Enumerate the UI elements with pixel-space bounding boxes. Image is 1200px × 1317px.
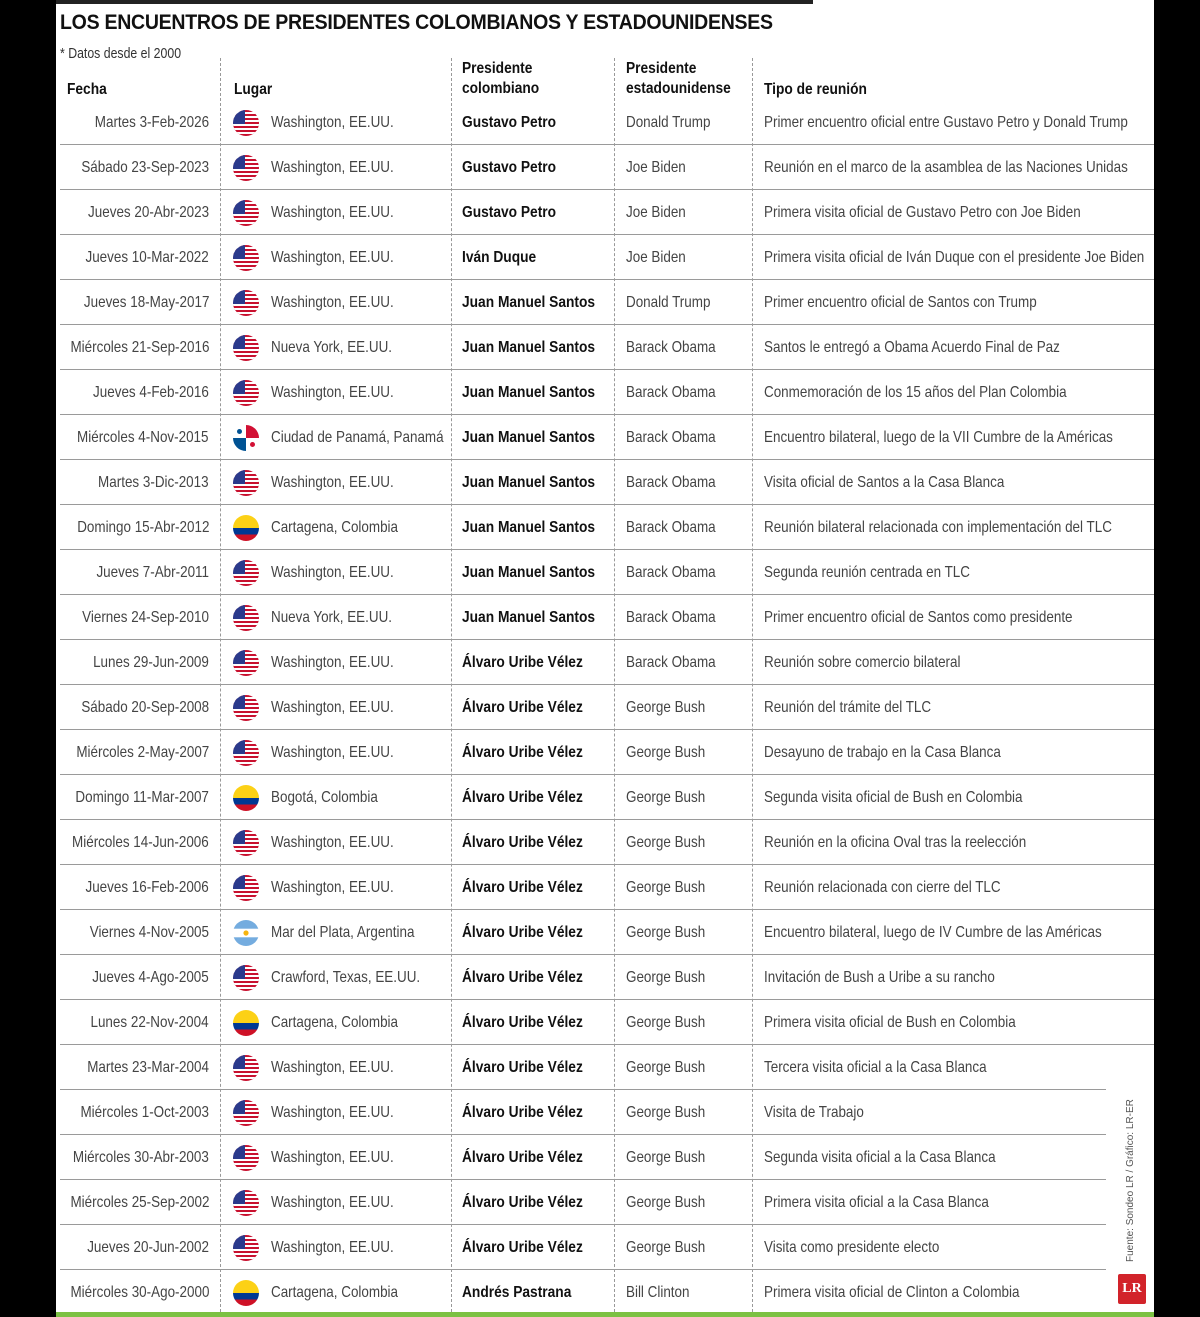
row-date: Miércoles 25-Sep-2002 bbox=[70, 1194, 209, 1211]
row-colombian-president: Juan Manuel Santos bbox=[462, 384, 596, 401]
row-place: Washington, EE.UU. bbox=[271, 1104, 394, 1121]
row-us-president: Donald Trump bbox=[626, 114, 711, 131]
row-us-president: Joe Biden bbox=[626, 159, 686, 176]
row-us-president: Barack Obama bbox=[626, 564, 716, 581]
row-place: Washington, EE.UU. bbox=[271, 204, 394, 221]
table-row bbox=[56, 100, 1154, 145]
title-rule bbox=[56, 0, 813, 4]
table-row bbox=[56, 1180, 1154, 1225]
row-us-president: George Bush bbox=[626, 699, 706, 716]
row-meeting-type: Reunión relacionada con cierre del TLC bbox=[764, 879, 1001, 896]
row-meeting-type: Reunión en el marco de la asamblea de las Naciones Unidas bbox=[764, 159, 1128, 176]
table-row bbox=[56, 415, 1154, 460]
row-colombian-president: Álvaro Uribe Vélez bbox=[462, 744, 583, 761]
infographic-sheet bbox=[56, 0, 1154, 1317]
table-row bbox=[56, 460, 1154, 505]
row-meeting-type: Reunión bilateral relacionada con implementación del TLC bbox=[764, 519, 1112, 536]
row-meeting-type: Invitación de Bush a Uribe a su rancho bbox=[764, 969, 995, 986]
row-us-president: George Bush bbox=[626, 879, 706, 896]
row-colombian-president: Juan Manuel Santos bbox=[462, 519, 596, 536]
row-date: Lunes 22-Nov-2004 bbox=[90, 1014, 209, 1031]
row-date: Sábado 23-Sep-2023 bbox=[81, 159, 209, 176]
row-us-president: George Bush bbox=[626, 924, 706, 941]
row-date: Viernes 4-Nov-2005 bbox=[89, 924, 209, 941]
table-row bbox=[56, 1135, 1154, 1180]
table-row bbox=[56, 280, 1154, 325]
row-us-president: Barack Obama bbox=[626, 384, 716, 401]
row-us-president: Joe Biden bbox=[626, 204, 686, 221]
row-us-president: George Bush bbox=[626, 744, 706, 761]
argentina-flag-icon bbox=[233, 920, 259, 946]
us-flag-icon bbox=[233, 335, 259, 361]
row-place: Washington, EE.UU. bbox=[271, 834, 394, 851]
colombia-flag-icon bbox=[233, 1010, 259, 1036]
colombia-flag-icon bbox=[233, 1280, 259, 1306]
row-colombian-president: Álvaro Uribe Vélez bbox=[462, 699, 583, 716]
row-us-president: Barack Obama bbox=[626, 654, 716, 671]
row-meeting-type: Segunda visita oficial a la Casa Blanca bbox=[764, 1149, 996, 1166]
row-date: Jueves 7-Abr-2011 bbox=[96, 564, 209, 581]
row-meeting-type: Segunda reunión centrada en TLC bbox=[764, 564, 970, 581]
row-place: Nueva York, EE.UU. bbox=[271, 609, 393, 626]
row-colombian-president: Álvaro Uribe Vélez bbox=[462, 1239, 583, 1256]
row-place: Washington, EE.UU. bbox=[271, 699, 394, 716]
footer-bar bbox=[56, 1312, 1154, 1317]
row-meeting-type: Encuentro bilateral, luego de la VII Cumbre de la Américas bbox=[764, 429, 1113, 446]
header-place: Lugar bbox=[234, 81, 273, 98]
row-date: Miércoles 21-Sep-2016 bbox=[70, 339, 209, 356]
row-us-president: George Bush bbox=[626, 1149, 706, 1166]
row-place: Washington, EE.UU. bbox=[271, 384, 394, 401]
row-date: Lunes 29-Jun-2009 bbox=[93, 654, 209, 671]
row-place: Washington, EE.UU. bbox=[271, 474, 394, 491]
table-row bbox=[56, 550, 1154, 595]
row-place: Nueva York, EE.UU. bbox=[271, 339, 393, 356]
row-us-president: Bill Clinton bbox=[626, 1284, 690, 1301]
table-row bbox=[56, 820, 1154, 865]
row-colombian-president: Álvaro Uribe Vélez bbox=[462, 879, 583, 896]
header-colombian-president bbox=[462, 59, 539, 99]
row-colombian-president: Álvaro Uribe Vélez bbox=[462, 654, 583, 671]
row-us-president: George Bush bbox=[626, 1014, 706, 1031]
row-us-president: Donald Trump bbox=[626, 294, 711, 311]
row-colombian-president: Álvaro Uribe Vélez bbox=[462, 969, 583, 986]
table-row bbox=[56, 1000, 1154, 1045]
row-date: Martes 23-Mar-2004 bbox=[87, 1059, 209, 1076]
table-row bbox=[56, 1045, 1154, 1090]
row-meeting-type: Desayuno de trabajo en la Casa Blanca bbox=[764, 744, 1001, 761]
table-row bbox=[56, 190, 1154, 235]
lr-logo: LR bbox=[1118, 1274, 1146, 1304]
row-colombian-president: Juan Manuel Santos bbox=[462, 294, 596, 311]
row-meeting-type: Segunda visita oficial de Bush en Colombia bbox=[764, 789, 1023, 806]
us-flag-icon bbox=[233, 290, 259, 316]
us-flag-icon bbox=[233, 1190, 259, 1216]
row-place: Cartagena, Colombia bbox=[271, 1284, 399, 1301]
row-us-president: George Bush bbox=[626, 969, 706, 986]
row-place: Washington, EE.UU. bbox=[271, 564, 394, 581]
row-meeting-type: Visita de Trabajo bbox=[764, 1104, 864, 1121]
us-flag-icon bbox=[233, 1055, 259, 1081]
row-colombian-president: Iván Duque bbox=[462, 249, 537, 266]
row-date: Jueves 20-Jun-2002 bbox=[87, 1239, 209, 1256]
source-credit: Fuente: Sondeo LR / Gráfico: LR-ER bbox=[1125, 1099, 1136, 1262]
row-colombian-president: Juan Manuel Santos bbox=[462, 429, 596, 446]
row-place: Washington, EE.UU. bbox=[271, 249, 394, 266]
data-note: * Datos desde el 2000 bbox=[60, 45, 182, 62]
colombia-flag-icon bbox=[233, 785, 259, 811]
row-colombian-president: Juan Manuel Santos bbox=[462, 564, 596, 581]
row-meeting-type: Primera visita oficial de Bush en Colombia bbox=[764, 1014, 1016, 1031]
row-colombian-president: Álvaro Uribe Vélez bbox=[462, 1014, 583, 1031]
us-flag-icon bbox=[233, 1100, 259, 1126]
us-flag-icon bbox=[233, 560, 259, 586]
row-place: Washington, EE.UU. bbox=[271, 744, 394, 761]
row-date: Miércoles 1-Oct-2003 bbox=[80, 1104, 209, 1121]
row-date: Jueves 16-Feb-2006 bbox=[85, 879, 209, 896]
row-meeting-type: Primer encuentro oficial de Santos con Trump bbox=[764, 294, 1037, 311]
row-us-president: Joe Biden bbox=[626, 249, 686, 266]
row-colombian-president: Álvaro Uribe Vélez bbox=[462, 834, 583, 851]
header-date: Fecha bbox=[67, 81, 107, 98]
row-meeting-type: Primer encuentro oficial entre Gustavo Petro y Donald Trump bbox=[764, 114, 1128, 131]
meetings-table bbox=[56, 100, 1154, 1315]
us-flag-icon bbox=[233, 695, 259, 721]
row-us-president: Barack Obama bbox=[626, 474, 716, 491]
row-place: Washington, EE.UU. bbox=[271, 114, 394, 131]
us-flag-icon bbox=[233, 830, 259, 856]
table-row bbox=[56, 145, 1154, 190]
row-date: Jueves 18-May-2017 bbox=[83, 294, 209, 311]
row-meeting-type: Conmemoración de los 15 años del Plan Colombia bbox=[764, 384, 1067, 401]
row-colombian-president: Juan Manuel Santos bbox=[462, 474, 596, 491]
row-colombian-president: Álvaro Uribe Vélez bbox=[462, 1059, 583, 1076]
row-meeting-type: Reunión del trámite del TLC bbox=[764, 699, 932, 716]
row-place: Mar del Plata, Argentina bbox=[271, 924, 415, 941]
row-place: Washington, EE.UU. bbox=[271, 1239, 394, 1256]
row-place: Washington, EE.UU. bbox=[271, 879, 394, 896]
table-row bbox=[56, 1270, 1154, 1315]
us-flag-icon bbox=[233, 605, 259, 631]
row-date: Jueves 20-Abr-2023 bbox=[87, 204, 209, 221]
row-meeting-type: Primera visita oficial de Iván Duque con el presidente Joe Biden bbox=[764, 249, 1145, 266]
row-meeting-type: Reunión sobre comercio bilateral bbox=[764, 654, 961, 671]
row-date: Martes 3-Feb-2026 bbox=[94, 114, 209, 131]
page-title: LOS ENCUENTROS DE PRESIDENTES COLOMBIANOS Y ESTADOUNIDENSES bbox=[60, 11, 773, 34]
row-us-president: George Bush bbox=[626, 1194, 706, 1211]
table-row bbox=[56, 865, 1154, 910]
row-place: Washington, EE.UU. bbox=[271, 1194, 394, 1211]
row-colombian-president: Juan Manuel Santos bbox=[462, 339, 596, 356]
table-row bbox=[56, 325, 1154, 370]
row-meeting-type: Primera visita oficial a la Casa Blanca bbox=[764, 1194, 989, 1211]
row-meeting-type: Visita oficial de Santos a la Casa Blanca bbox=[764, 474, 1005, 491]
us-flag-icon bbox=[233, 200, 259, 226]
row-meeting-type: Primera visita oficial de Gustavo Petro con Joe Biden bbox=[764, 204, 1081, 221]
row-place: Crawford, Texas, EE.UU. bbox=[271, 969, 421, 986]
row-us-president: Barack Obama bbox=[626, 339, 716, 356]
table-row bbox=[56, 775, 1154, 820]
row-date: Jueves 10-Mar-2022 bbox=[85, 249, 209, 266]
us-flag-icon bbox=[233, 875, 259, 901]
header-colombian-line1: Presidente bbox=[462, 60, 533, 77]
row-meeting-type: Primer encuentro oficial de Santos como presidente bbox=[764, 609, 1073, 626]
row-us-president: George Bush bbox=[626, 834, 706, 851]
header-meeting-type: Tipo de reunión bbox=[764, 81, 867, 98]
row-colombian-president: Álvaro Uribe Vélez bbox=[462, 1104, 583, 1121]
us-flag-icon bbox=[233, 1235, 259, 1261]
row-colombian-president: Gustavo Petro bbox=[462, 159, 557, 176]
us-flag-icon bbox=[233, 470, 259, 496]
row-colombian-president: Gustavo Petro bbox=[462, 204, 557, 221]
us-flag-icon bbox=[233, 1145, 259, 1171]
us-flag-icon bbox=[233, 740, 259, 766]
table-row bbox=[56, 370, 1154, 415]
row-colombian-president: Álvaro Uribe Vélez bbox=[462, 1149, 583, 1166]
row-date: Domingo 11-Mar-2007 bbox=[75, 789, 209, 806]
row-place: Bogotá, Colombia bbox=[271, 789, 378, 806]
table-row bbox=[56, 640, 1154, 685]
row-meeting-type: Visita como presidente electo bbox=[764, 1239, 940, 1256]
row-colombian-president: Álvaro Uribe Vélez bbox=[462, 1194, 583, 1211]
row-colombian-president: Álvaro Uribe Vélez bbox=[462, 789, 583, 806]
row-date: Jueves 4-Feb-2016 bbox=[93, 384, 209, 401]
panama-flag-icon bbox=[233, 425, 259, 451]
us-flag-icon bbox=[233, 110, 259, 136]
row-colombian-president: Gustavo Petro bbox=[462, 114, 557, 131]
row-date: Miércoles 14-Jun-2006 bbox=[72, 834, 209, 851]
row-meeting-type: Tercera visita oficial a la Casa Blanca bbox=[764, 1059, 987, 1076]
row-date: Miércoles 4-Nov-2015 bbox=[77, 429, 209, 446]
row-place: Ciudad de Panamá, Panamá bbox=[271, 429, 444, 446]
row-meeting-type: Encuentro bilateral, luego de IV Cumbre de las Américas bbox=[764, 924, 1102, 941]
row-colombian-president: Juan Manuel Santos bbox=[462, 609, 596, 626]
row-us-president: George Bush bbox=[626, 789, 706, 806]
row-date: Viernes 24-Sep-2010 bbox=[82, 609, 209, 626]
row-place: Washington, EE.UU. bbox=[271, 159, 394, 176]
us-flag-icon bbox=[233, 650, 259, 676]
row-us-president: Barack Obama bbox=[626, 429, 716, 446]
row-place: Washington, EE.UU. bbox=[271, 1149, 394, 1166]
header-us-line1: Presidente bbox=[626, 60, 697, 77]
row-date: Sábado 20-Sep-2008 bbox=[81, 699, 209, 716]
us-flag-icon bbox=[233, 965, 259, 991]
row-date: Miércoles 2-May-2007 bbox=[76, 744, 209, 761]
row-date: Martes 3-Dic-2013 bbox=[98, 474, 209, 491]
table-row bbox=[56, 955, 1154, 1000]
row-us-president: Barack Obama bbox=[626, 519, 716, 536]
header-colombian-line2: colombiano bbox=[462, 80, 540, 97]
row-place: Cartagena, Colombia bbox=[271, 1014, 399, 1031]
row-colombian-president: Andrés Pastrana bbox=[462, 1284, 572, 1301]
table-row bbox=[56, 1225, 1154, 1270]
row-date: Miércoles 30-Abr-2003 bbox=[73, 1149, 209, 1166]
table-row bbox=[56, 730, 1154, 775]
row-us-president: George Bush bbox=[626, 1239, 706, 1256]
table-row bbox=[56, 910, 1154, 955]
us-flag-icon bbox=[233, 380, 259, 406]
header-us-line2: estadounidense bbox=[626, 80, 731, 97]
colombia-flag-icon bbox=[233, 515, 259, 541]
row-meeting-type: Primera visita oficial de Clinton a Colombia bbox=[764, 1284, 1020, 1301]
row-us-president: George Bush bbox=[626, 1104, 706, 1121]
row-date: Miércoles 30-Ago-2000 bbox=[70, 1284, 209, 1301]
row-date: Jueves 4-Ago-2005 bbox=[92, 969, 209, 986]
row-place: Washington, EE.UU. bbox=[271, 654, 394, 671]
table-row bbox=[56, 1090, 1154, 1135]
row-place: Washington, EE.UU. bbox=[271, 1059, 394, 1076]
row-date: Domingo 15-Abr-2012 bbox=[76, 519, 209, 536]
row-us-president: George Bush bbox=[626, 1059, 706, 1076]
header-us-president bbox=[626, 59, 731, 99]
row-us-president: Barack Obama bbox=[626, 609, 716, 626]
us-flag-icon bbox=[233, 155, 259, 181]
row-place: Washington, EE.UU. bbox=[271, 294, 394, 311]
table-row bbox=[56, 595, 1154, 640]
us-flag-icon bbox=[233, 245, 259, 271]
row-meeting-type: Santos le entregó a Obama Acuerdo Final de Paz bbox=[764, 339, 1060, 356]
table-row bbox=[56, 235, 1154, 280]
row-place: Cartagena, Colombia bbox=[271, 519, 399, 536]
table-row bbox=[56, 685, 1154, 730]
row-colombian-president: Álvaro Uribe Vélez bbox=[462, 924, 583, 941]
table-row bbox=[56, 505, 1154, 550]
row-meeting-type: Reunión en la oficina Oval tras la reelección bbox=[764, 834, 1027, 851]
